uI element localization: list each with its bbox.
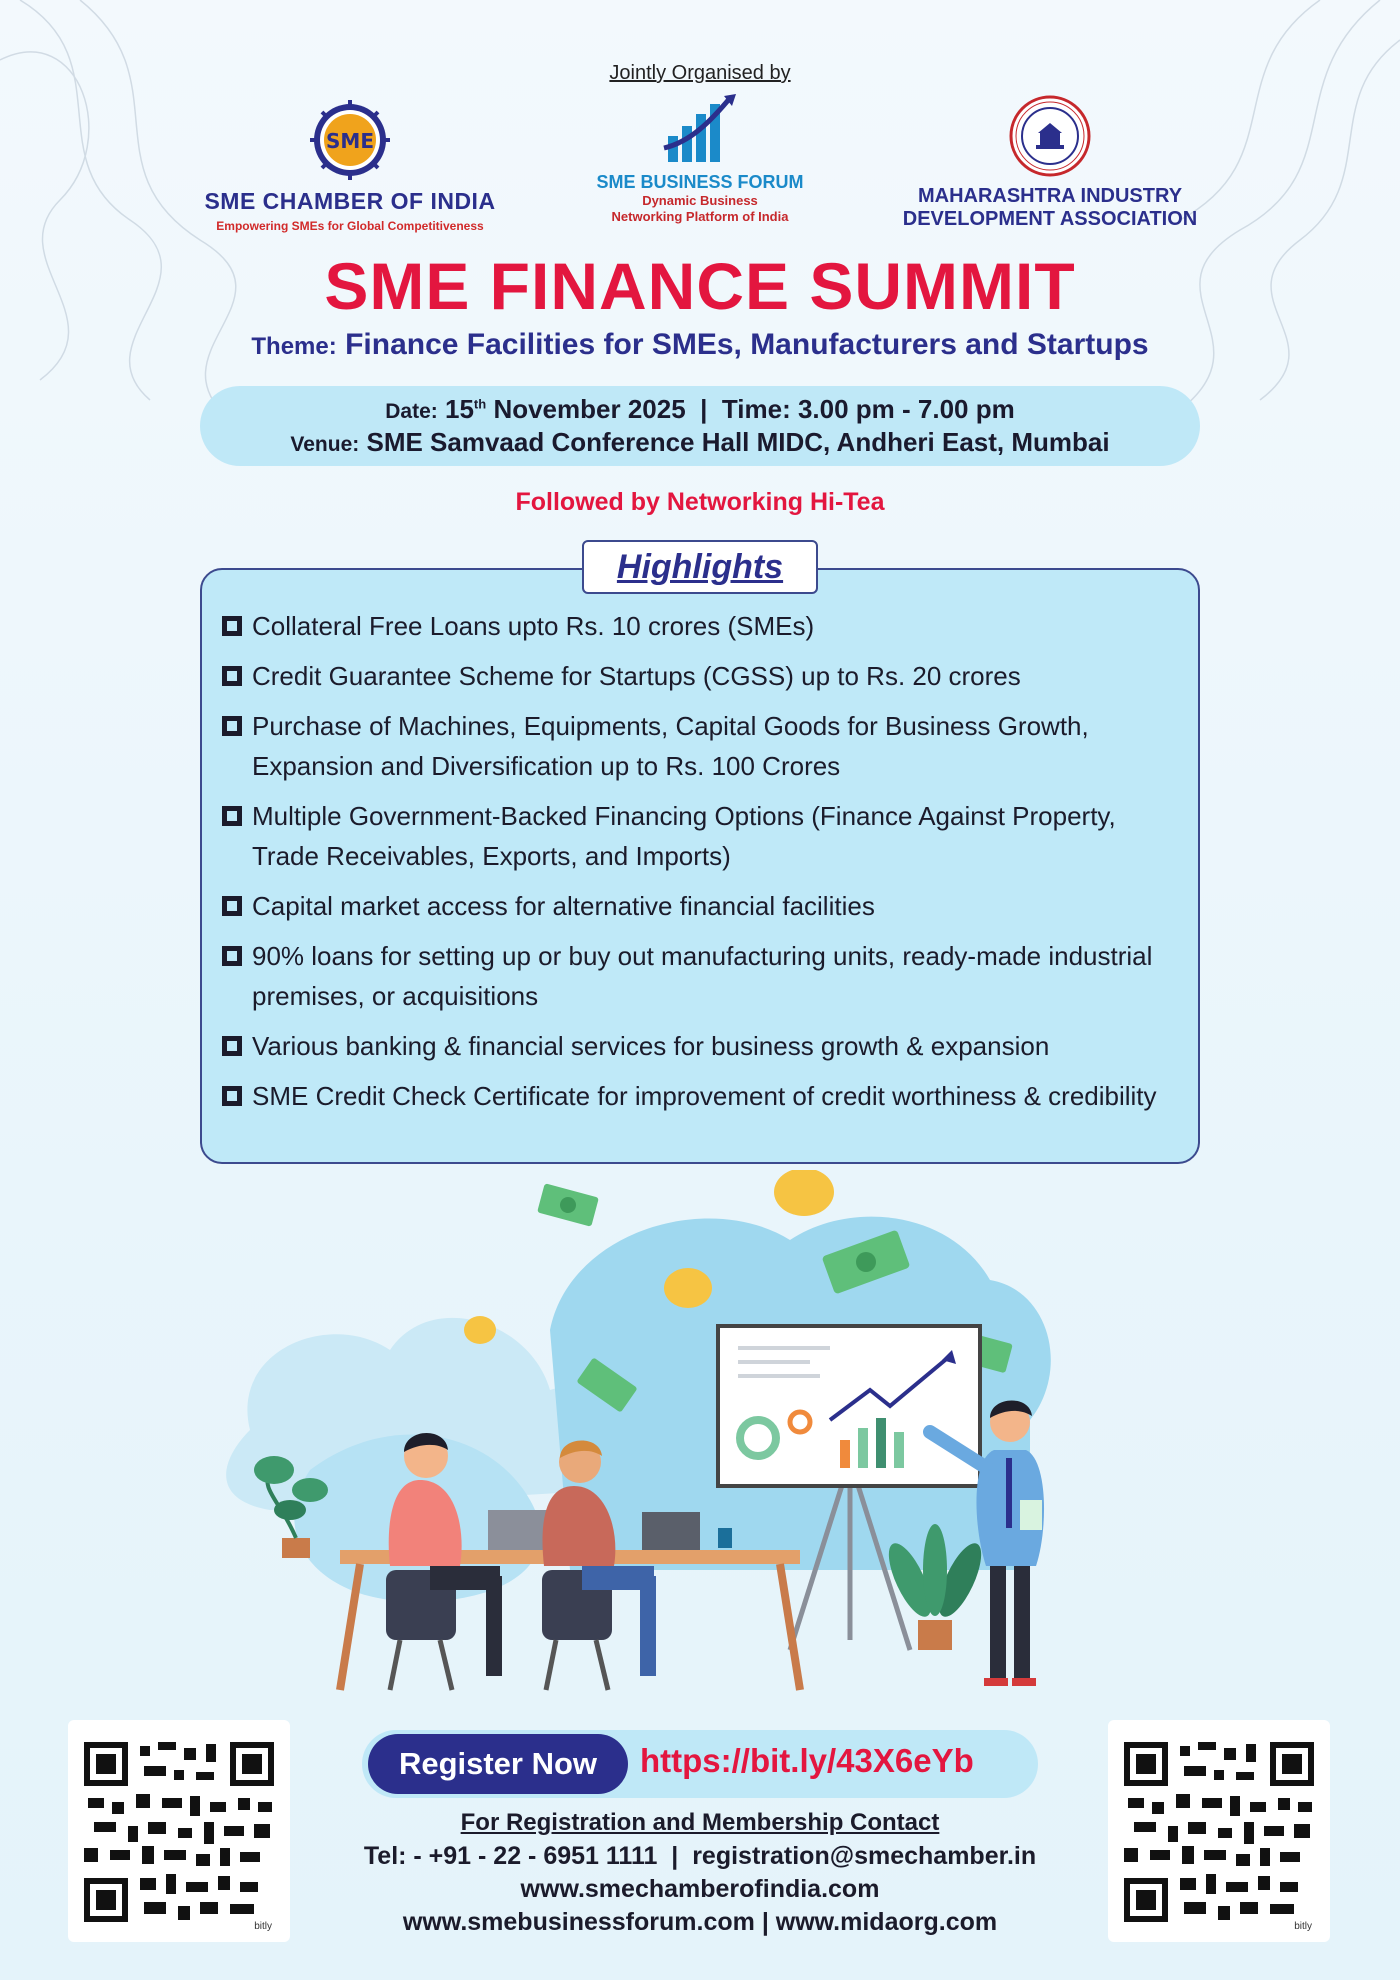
mida-name-line-2: DEVELOPMENT ASSOCIATION	[902, 208, 1198, 230]
sme-forum-tagline-2: Networking Platform of India	[611, 209, 789, 224]
contact-phone-email-line	[300, 1840, 1100, 1873]
register-now-button[interactable]: Register Now	[368, 1734, 628, 1794]
qr-code-right[interactable]	[1108, 1720, 1330, 1942]
venue-line	[200, 427, 1200, 458]
date-month-year: November 2025	[493, 394, 686, 424]
register-link[interactable]: https://bit.ly/43X6eYb	[640, 1742, 974, 1779]
highlight-text: Collateral Free Loans upto Rs. 10 crores (SMEs)	[252, 611, 815, 641]
qr-brand-label: bitly	[1294, 1921, 1312, 1932]
list-item	[222, 1076, 1182, 1116]
square-bullet-icon	[222, 946, 242, 966]
qr-code-icon	[1124, 1742, 1314, 1922]
list-item	[222, 706, 1182, 786]
highlight-text: Capital market access for alternative financial facilities	[252, 891, 875, 921]
highlight-text: Various banking & financial services for business growth & expansion	[252, 1031, 1050, 1061]
highlight-text: SME Credit Check Certificate for improvement of credit worthiness & credibility	[252, 1081, 1157, 1111]
mug-icon	[718, 1528, 732, 1548]
contact-heading: For Registration and Membership Contact	[460, 1809, 940, 1836]
list-item	[222, 936, 1182, 1016]
square-bullet-icon	[222, 616, 242, 636]
laptop-icon	[642, 1512, 700, 1550]
square-bullet-icon	[222, 716, 242, 736]
sme-forum-org	[580, 92, 820, 225]
website-separator: |	[761, 1908, 769, 1936]
mida-org	[880, 95, 1220, 231]
coin-icon	[664, 1268, 712, 1308]
event-title: SME FINANCE SUMMIT	[324, 249, 1076, 323]
contact-separator: |	[671, 1842, 679, 1870]
theme-text: Finance Facilities for SMEs, Manufacturers and Startups	[345, 328, 1149, 361]
mida-seal-icon	[1009, 95, 1091, 177]
event-theme	[0, 328, 1400, 362]
coin-icon	[464, 1316, 496, 1344]
date-suffix: th	[473, 396, 487, 412]
contact-section	[300, 1806, 1100, 1939]
list-item	[222, 886, 1182, 926]
square-bullet-icon	[222, 1036, 242, 1056]
square-bullet-icon	[222, 896, 242, 916]
mida-website-link[interactable]: www.midaorg.com	[775, 1908, 998, 1936]
venue-value: SME Samvaad Conference Hall MIDC, Andheri East, Mumbai	[366, 427, 1110, 457]
date-day: 15	[445, 394, 474, 424]
highlight-text: 90% loans for setting up or buy out manufacturing units, ready-made industrial premises, or acquisitions	[252, 941, 1153, 1011]
date-time-line	[200, 394, 1200, 425]
list-item	[222, 606, 1182, 646]
svg-text:SME: SME	[326, 129, 374, 153]
highlight-text: Multiple Government-Backed Financing Options (Finance Against Property, Trade Receivables, Exports, and Imports)	[252, 801, 1116, 871]
qr-code-icon	[84, 1742, 274, 1922]
sme-chamber-name: SME CHAMBER OF INDIA	[204, 188, 496, 214]
followed-by-note: Followed by Networking Hi-Tea	[515, 488, 885, 516]
time-label: Time:	[721, 394, 791, 424]
bar-chart-logo-icon	[660, 92, 740, 166]
highlights-heading: Highlights	[582, 540, 818, 594]
list-item	[222, 656, 1182, 696]
date-venue-banner	[200, 386, 1200, 466]
highlight-text: Purchase of Machines, Equipments, Capital Goods for Business Growth, Expansion and Diversification up to Rs. 100 Crores	[252, 711, 1089, 781]
square-bullet-icon	[222, 1086, 242, 1106]
sme-forum-name: SME BUSINESS FORUM	[596, 172, 804, 192]
sme-chamber-website-link[interactable]: www.smechamberofindia.com	[520, 1875, 880, 1903]
list-item	[222, 796, 1182, 876]
sme-forum-website-link[interactable]: www.smebusinessforum.com	[402, 1908, 755, 1936]
qr-code-left[interactable]	[68, 1720, 290, 1942]
theme-label: Theme:	[251, 333, 337, 360]
list-item	[222, 1026, 1182, 1066]
banknote-icon	[537, 1183, 599, 1226]
venue-label: Venue:	[290, 433, 360, 456]
square-bullet-icon	[222, 806, 242, 826]
sme-chamber-org	[190, 100, 510, 233]
phone-number[interactable]: Tel: - +91 - 22 - 6951 1111	[363, 1842, 658, 1870]
date-label: Date:	[385, 400, 438, 423]
sme-chamber-tagline: Empowering SMEs for Global Competitiveness	[216, 219, 484, 233]
time-value: 3.00 pm - 7.00 pm	[797, 394, 1015, 424]
qr-brand-label: bitly	[254, 1921, 272, 1932]
highlights-list	[222, 606, 1182, 1126]
sme-chamber-logo-icon	[310, 100, 390, 180]
jointly-organised-label: Jointly Organised by	[609, 62, 791, 84]
website-line-1	[300, 1873, 1100, 1906]
highlight-text: Credit Guarantee Scheme for Startups (CGSS) up to Rs. 20 crores	[252, 661, 1021, 691]
square-bullet-icon	[222, 666, 242, 686]
coin-icon	[774, 1170, 834, 1216]
business-meeting-illustration	[190, 1170, 1190, 1710]
email-link[interactable]: registration@smechamber.in	[692, 1842, 1037, 1870]
date-time-separator: |	[700, 394, 708, 424]
mida-name-line-1: MAHARASHTRA INDUSTRY	[917, 185, 1183, 207]
website-line-2	[300, 1906, 1100, 1939]
sme-forum-tagline-1: Dynamic Business	[642, 193, 758, 208]
laptop-icon	[488, 1510, 548, 1550]
